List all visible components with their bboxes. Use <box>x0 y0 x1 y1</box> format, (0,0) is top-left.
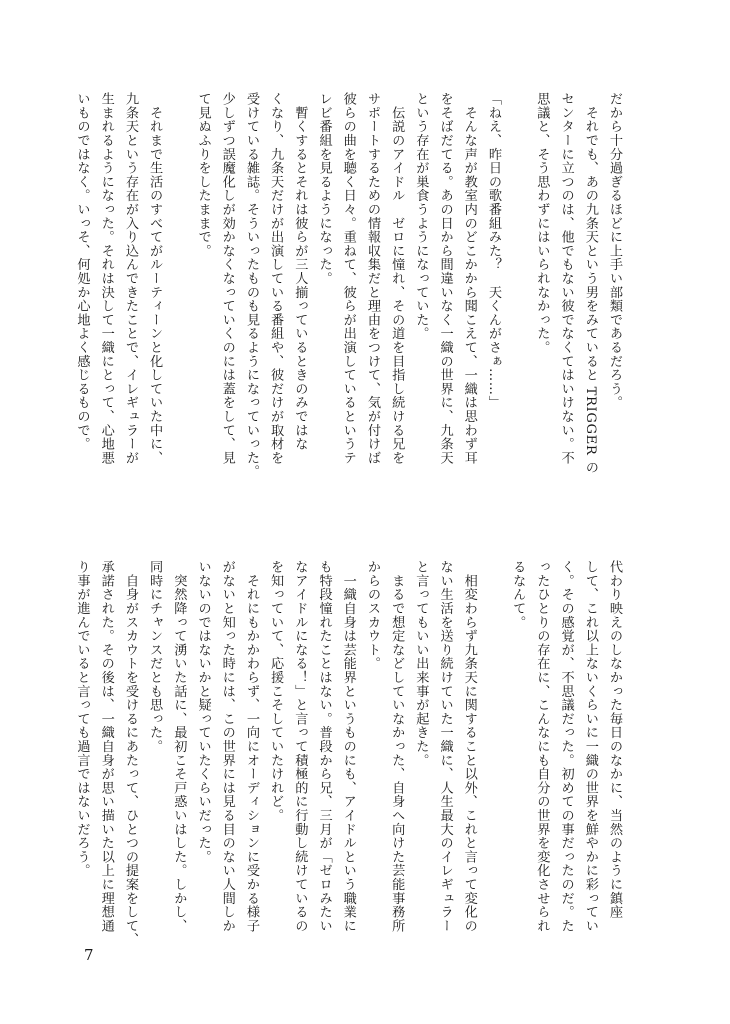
text-line: 受けている雑誌。そういったものも見るようになっていった。 <box>243 92 259 479</box>
text-line: からのスカウト。 <box>364 560 380 671</box>
text-line: を知っていて、応援こそしていたけれど。 <box>268 560 284 823</box>
text-line: 一織自身は芸能界というものにも、アイドルという職業に <box>340 560 356 933</box>
text-line: 伝説のアイドル ゼロに憧れ、その道を目指し続ける兄を <box>389 92 405 465</box>
text-line: 承諾された。その後は、一織自身が思い描いた以上に理想通 <box>98 560 114 933</box>
text-line: そんな声が教室内のどこかから聞こえて、一織は思わず耳 <box>461 92 477 465</box>
text-line: だから十分過ぎるほどに上手い部類であるだろう。 <box>607 92 622 410</box>
text-line: 九条天という存在が入り込んできたことで、イレギュラーが <box>122 92 138 465</box>
text-line: 少しずつ誤魔化しが効かなくなっていくのには蓋をして、見 <box>219 92 235 465</box>
text-line: ない生活を送り続けていた一織に、人生最大のイレギュラー <box>437 560 453 933</box>
text-line: 突然降って湧いた話に、最初こそ戸惑いはした。しかし、 <box>171 560 187 933</box>
text-line: をそばだてる。あの日から間違いなく一織の世界に、九条天 <box>437 92 453 465</box>
text-line <box>481 560 505 920</box>
text-line: 生まれるようになった。それは決して一織にとって、心地悪 <box>98 92 114 465</box>
text-line: るなんて。 <box>510 560 526 629</box>
text-line: 「ねえ、昨日の歌番組みた？ 天くんがさぁ……」 <box>485 92 501 410</box>
text-line: それでも、あの九条天という男をみていると TRIGGER の <box>582 92 598 474</box>
text-line: 相変わらず九条天に関すること以外、これと言って変化の <box>461 560 477 933</box>
text-line: なアイドルになる！」と言って積極的に行動し続けているの <box>292 560 308 933</box>
text-line: も特段憧れたことはない。普段から兄、三月が「ゼロみたい <box>316 560 332 933</box>
text-line: ったひとりの存在に、こんなにも自分の世界を変化させられ <box>534 560 550 933</box>
text-line: がないと知った時には、この世界には見る目のない人間しか <box>219 560 235 933</box>
text-line: いないのではないかと疑っていたくらいだった。 <box>195 560 211 864</box>
text-line: 自身がスカウトを受けるにあたって、ひとつの提案をして、 <box>122 560 138 947</box>
text-line: て見ぬふりをしたままで。 <box>195 92 211 258</box>
text-line: それまで生活のすべてがルーティーンと化していた中に、 <box>147 92 163 465</box>
text-line: という存在が巣食うようになっていた。 <box>413 92 429 341</box>
text-line: 暫くするとそれは彼らが三人揃っているときのみではな <box>292 92 308 451</box>
text-line: して、これ以上ないくらいに一織の世界を鮮やかに彩ってい <box>582 560 598 933</box>
text-line: 彼らの曲を聴く日々。重ねて、彼らが出演しているというテ <box>340 92 356 465</box>
text-line: 代わり映えのしなかった毎日のなかに、当然のように鎮座 <box>607 560 622 919</box>
text-line: り事が進んでいると言っても過言ではないだろう。 <box>74 560 90 878</box>
text-line: サポートするための情報収集だと理由をつけて、気が付けば <box>364 92 380 465</box>
text-line <box>505 92 529 452</box>
text-line: くなり、九条天だけが出演している番組や、彼だけが取材を <box>268 92 284 465</box>
text-line <box>166 92 190 452</box>
text-line: と言ってもいい出来事が起きた。 <box>413 560 429 767</box>
text-line: レビ番組を見るようになった。 <box>316 92 332 286</box>
page-number: 7 <box>84 946 94 964</box>
text-line: いものではなく。いっそ、何処か心地よく感じるもので。 <box>74 92 90 451</box>
text-line: 思議と、そう思わずにはいられなかった。 <box>534 92 550 355</box>
top-text-block <box>69 92 626 479</box>
text-line: 同時にチャンスだとも思った。 <box>147 560 163 754</box>
bottom-text-block <box>69 560 626 947</box>
text-line: まるで想定などしていなかった、自身へ向けた芸能事務所 <box>389 560 405 933</box>
text-line: く。その感覚が、不思議だった。初めての事だったのだ。た <box>558 560 574 933</box>
text-line: それにもかかわらず、一向にオーディションに受かる様子 <box>243 560 259 933</box>
text-line: センターに立つのは、他でもない彼でなくてはいけない。不 <box>558 92 574 465</box>
